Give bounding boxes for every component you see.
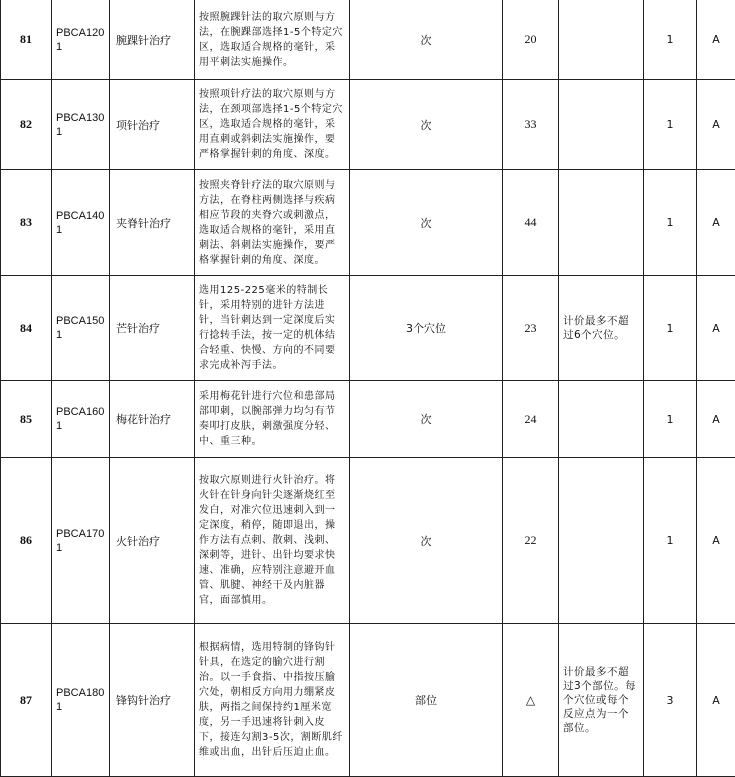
pricing-unit: 3个穴位 [350, 276, 503, 381]
level: A [697, 276, 735, 381]
item-code: PBCA1801 [52, 624, 110, 777]
item-description: 采用梅花针进行穴位和患部局部叩刺，以腕部弹力均匀有节奏叩打皮肤，刺激强度分轻、中、重三种。 [195, 381, 350, 458]
note: 计价最多不超过3个部位。每个穴位或每个反应点为一个部位。 [559, 624, 644, 777]
level: A [697, 170, 735, 276]
price: 22 [503, 458, 559, 624]
note [559, 170, 644, 276]
item-code: PBCA1501 [52, 276, 110, 381]
row-number: 85 [1, 381, 52, 458]
item-name: 锋钩针治疗 [110, 624, 195, 777]
level: A [697, 624, 735, 777]
quantity: 1 [644, 0, 697, 80]
row-number: 86 [1, 458, 52, 624]
table-row [1, 458, 735, 624]
item-description: 按照项针疗法的取穴原则与方法，在颈项部选择1-5个特定穴区，选取适合规格的毫针，采用直刺或斜刺法实施操作，要严格掌握针刺的角度、深度。 [195, 80, 350, 170]
item-name: 梅花针治疗 [110, 381, 195, 458]
table-row [1, 276, 735, 381]
row-number: 83 [1, 170, 52, 276]
item-code: PBCA1201 [52, 0, 110, 80]
level: A [697, 80, 735, 170]
item-name: 夹脊针治疗 [110, 170, 195, 276]
item-description: 按照夹脊针疗法的取穴原则与方法，在脊柱两侧选择与疾病相应节段的夹脊穴或刺激点，选取适合规格的毫针，采用直刺法、斜刺法实施操作，要严格掌握针刺的角度、深度。 [195, 170, 350, 276]
item-name: 腕踝针治疗 [110, 0, 195, 80]
quantity: 1 [644, 80, 697, 170]
quantity: 1 [644, 458, 697, 624]
pricing-unit: 次 [350, 381, 503, 458]
table-row [1, 624, 735, 777]
price: 24 [503, 381, 559, 458]
row-number: 84 [1, 276, 52, 381]
note [559, 381, 644, 458]
table-row [1, 80, 735, 170]
table-row [1, 0, 735, 80]
item-code: PBCA1601 [52, 381, 110, 458]
quantity: 3 [644, 624, 697, 777]
quantity: 1 [644, 276, 697, 381]
pricing-unit: 次 [350, 458, 503, 624]
item-description: 按取穴原则进行火针治疗。将火针在针身向针尖逐渐烧红至发白，对准穴位迅速刺入到一定深度，稍停，随即退出，操作方法有点刺、散刺、浅刺、深刺等，进针、出针均要求快速、准确，应特别注意避开血管、肌腱、神经干及内脏器官，面部慎用。 [195, 458, 350, 624]
item-code: PBCA1401 [52, 170, 110, 276]
row-number: 82 [1, 80, 52, 170]
item-code: PBCA1701 [52, 458, 110, 624]
note: 计价最多不超过6个穴位。 [559, 276, 644, 381]
item-name: 火针治疗 [110, 458, 195, 624]
item-code: PBCA1301 [52, 80, 110, 170]
quantity: 1 [644, 381, 697, 458]
item-description: 选用125-225毫米的特制长针，采用特别的进针方法进针，当针刺达到一定深度后实行捻转手法，按一定的机体结合轻重、快慢、方向的不同要求完成补泻手法。 [195, 276, 350, 381]
table-row [1, 170, 735, 276]
item-description: 按照腕踝针法的取穴原则与方法，在腕踝部选择1-5个特定穴区，选取适合规格的毫针，采用平刺法实施操作。 [195, 0, 350, 80]
price: 23 [503, 276, 559, 381]
pricing-unit: 部位 [350, 624, 503, 777]
row-number: 81 [1, 0, 52, 80]
level: A [697, 381, 735, 458]
table-row [1, 381, 735, 458]
quantity: 1 [644, 170, 697, 276]
price: △ [503, 624, 559, 777]
pricing-unit: 次 [350, 0, 503, 80]
item-name: 项针治疗 [110, 80, 195, 170]
price: 20 [503, 0, 559, 80]
item-description: 根据病情，选用特制的锋钩针针具，在选定的腧穴进行割治。以一手食指、中指按压腧穴处，朝相反方向用力绷紧皮肤，两指之间保持约1厘米宽度，另一手迅速将针刺入皮下，接连勾割3-5次，割断肌纤维或出血，出针后压迫止血。 [195, 624, 350, 777]
level: A [697, 0, 735, 80]
pricing-unit: 次 [350, 170, 503, 276]
row-number: 87 [1, 624, 52, 777]
note [559, 0, 644, 80]
level: A [697, 458, 735, 624]
price: 33 [503, 80, 559, 170]
price: 44 [503, 170, 559, 276]
pricing-unit: 次 [350, 80, 503, 170]
item-name: 芒针治疗 [110, 276, 195, 381]
note [559, 458, 644, 624]
note [559, 80, 644, 170]
